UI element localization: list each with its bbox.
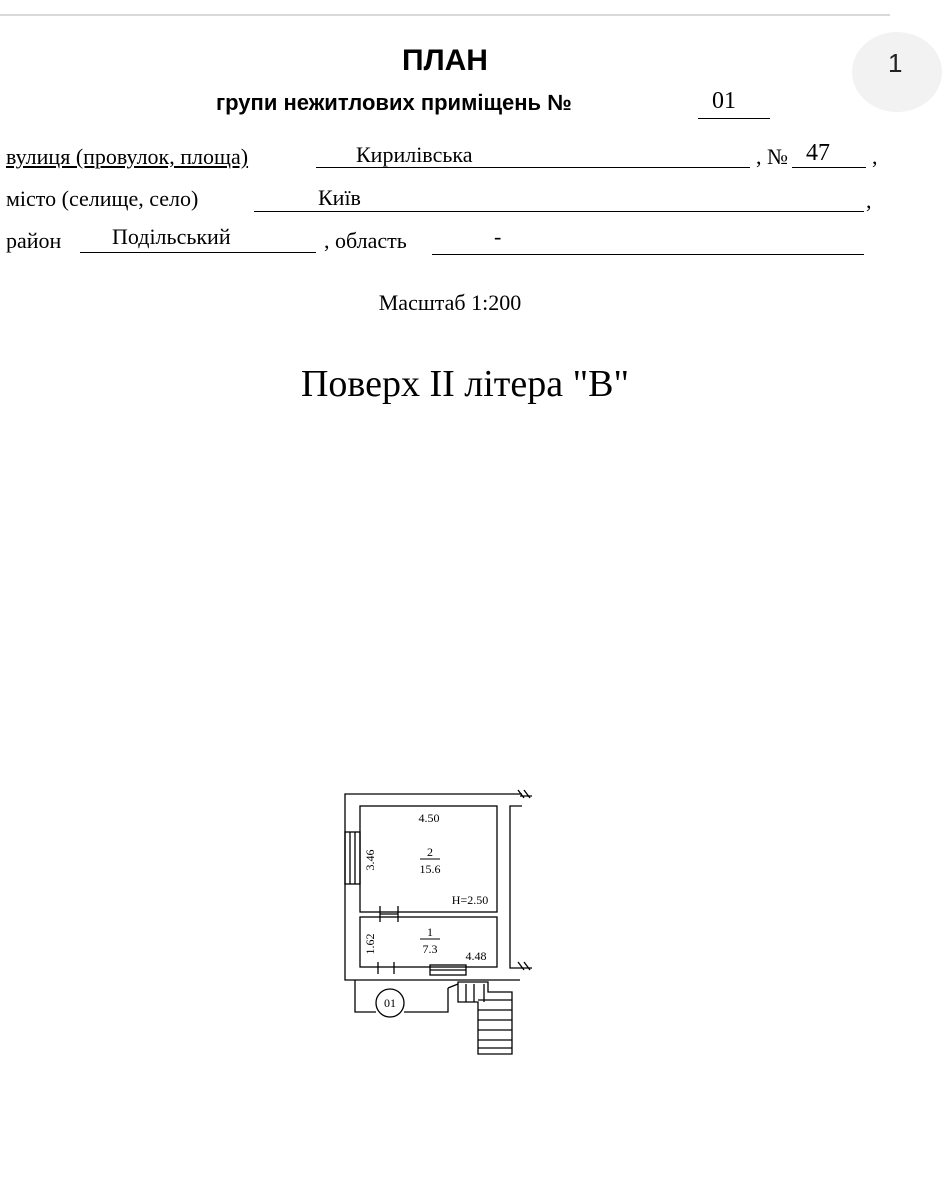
district-value: Подільський [112,224,231,249]
page-badge-digit: 1 [888,48,903,78]
street-label-text: вулиця (провулок, площа) [6,144,249,169]
group-number: 01 [712,88,736,114]
region-label: , область [324,228,407,253]
house-label: , № [756,144,788,169]
floor-title: Поверх II літера "В" [300,363,630,405]
ceiling-height: H=2.50 [451,893,489,907]
entry-arrow [448,984,458,988]
outer-wall-inner [510,806,522,968]
house-value: 47 [806,140,830,166]
wall-break-bottom [518,962,532,970]
street-value: Кирилівська [356,142,473,167]
room-2-width-dim: 4.50 [418,811,440,825]
room-1-area: 7.3 [422,942,438,956]
city-comma: , [866,188,872,213]
room-1-number: 1 [427,925,433,939]
room-2-area: 15.6 [419,862,441,876]
room-1-height-dim: 1.62 [363,933,377,955]
room-2-number: 2 [427,845,433,859]
street-comma: , [872,144,878,169]
plan-title: ПЛАН [402,44,488,77]
city-label: місто (селище, село) [6,186,199,211]
city-value: Київ [318,185,361,210]
room-2-height-dim: 3.46 [363,849,377,871]
group-marker-label: 01 [384,996,396,1010]
window [345,832,360,884]
region-value: - [494,224,502,249]
district-label: район [6,228,62,253]
plan-subtitle: групи нежитлових приміщень № [216,90,572,115]
scale-label: Масштаб 1:200 [378,290,522,315]
room-1-width-dim: 4.48 [465,949,487,963]
